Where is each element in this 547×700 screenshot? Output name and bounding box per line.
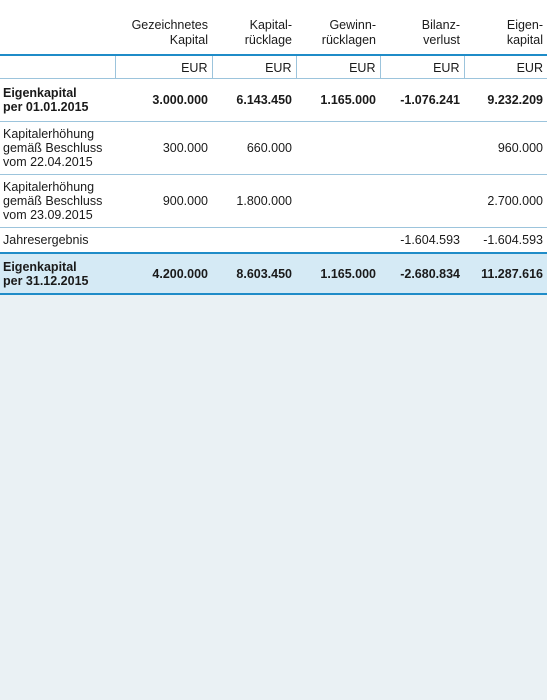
row-label-line: Jahresergebnis <box>3 233 89 247</box>
row-label <box>0 122 115 175</box>
value-cell: 2.700.000 <box>464 175 547 228</box>
value-cell: 960.000 <box>464 122 547 175</box>
column-header-line: Bilanz- <box>421 18 460 32</box>
column-header-line: rücklagen <box>321 33 376 47</box>
header-blank-cell <box>0 0 115 55</box>
row-label-line: Kapitalerhöhung <box>3 127 95 141</box>
value-cell: -2.680.834 <box>380 253 464 294</box>
column-header-line: Gezeichnetes <box>131 18 208 32</box>
column-header-line: rücklage <box>244 33 292 47</box>
row-label <box>0 253 115 294</box>
table-row-eigenkapital-closing <box>0 253 547 294</box>
unit-cell: EUR <box>212 55 296 79</box>
row-label-line: Eigenkapital <box>3 259 77 274</box>
value-cell <box>296 228 380 254</box>
value-cell: 300.000 <box>115 122 212 175</box>
table-row-eigenkapital-opening <box>0 79 547 122</box>
value-cell: 6.143.450 <box>212 79 296 122</box>
row-label-line: per 31.12.2015 <box>3 273 89 288</box>
value-cell <box>380 175 464 228</box>
column-header-line: verlust <box>423 33 460 47</box>
table-row-kapitalerhoehung-september <box>0 175 547 228</box>
value-cell <box>212 228 296 254</box>
value-cell: 9.232.209 <box>464 79 547 122</box>
unit-blank-cell <box>0 55 115 79</box>
value-cell <box>380 122 464 175</box>
value-cell: 1.800.000 <box>212 175 296 228</box>
row-label-line: Eigenkapital <box>3 86 77 100</box>
value-cell: 900.000 <box>115 175 212 228</box>
row-label-line: vom 22.04.2015 <box>3 155 93 169</box>
value-cell <box>296 175 380 228</box>
column-header-kapitalruecklage <box>212 0 296 55</box>
row-label <box>0 79 115 122</box>
unit-cell: EUR <box>115 55 212 79</box>
value-cell: 11.287.616 <box>464 253 547 294</box>
unit-cell: EUR <box>464 55 547 79</box>
value-cell: 3.000.000 <box>115 79 212 122</box>
row-label-line: gemäß Beschluss <box>3 141 103 155</box>
table-row-jahresergebnis <box>0 228 547 254</box>
table-row-kapitalerhoehung-april <box>0 122 547 175</box>
row-label <box>0 175 115 228</box>
column-header-bilanzverlust <box>380 0 464 55</box>
value-cell: 4.200.000 <box>115 253 212 294</box>
value-cell <box>115 228 212 254</box>
unit-cell: EUR <box>380 55 464 79</box>
column-header-line: Kapital- <box>249 18 292 32</box>
row-label-line: vom 23.09.2015 <box>3 208 93 222</box>
value-cell: 1.165.000 <box>296 79 380 122</box>
column-header-gezeichnetes-kapital <box>115 0 212 55</box>
value-cell: -1.604.593 <box>464 228 547 254</box>
column-header-line: kapital <box>506 33 543 47</box>
unit-row <box>0 55 547 79</box>
unit-cell: EUR <box>296 55 380 79</box>
column-header-gewinnruecklagen <box>296 0 380 55</box>
row-label <box>0 228 115 254</box>
column-header-line: Kapital <box>169 33 208 47</box>
value-cell: 1.165.000 <box>296 253 380 294</box>
value-cell <box>296 122 380 175</box>
column-header-eigenkapital <box>464 0 547 55</box>
column-header-line: Eigen- <box>506 18 543 32</box>
equity-statement-table <box>0 0 547 295</box>
row-label-line: gemäß Beschluss <box>3 194 103 208</box>
row-label-line: per 01.01.2015 <box>3 100 89 114</box>
value-cell: 660.000 <box>212 122 296 175</box>
value-cell: -1.604.593 <box>380 228 464 254</box>
value-cell: -1.076.241 <box>380 79 464 122</box>
column-header-row <box>0 0 547 55</box>
row-label-line: Kapitalerhöhung <box>3 180 95 194</box>
column-header-line: Gewinn- <box>329 18 376 32</box>
value-cell: 8.603.450 <box>212 253 296 294</box>
